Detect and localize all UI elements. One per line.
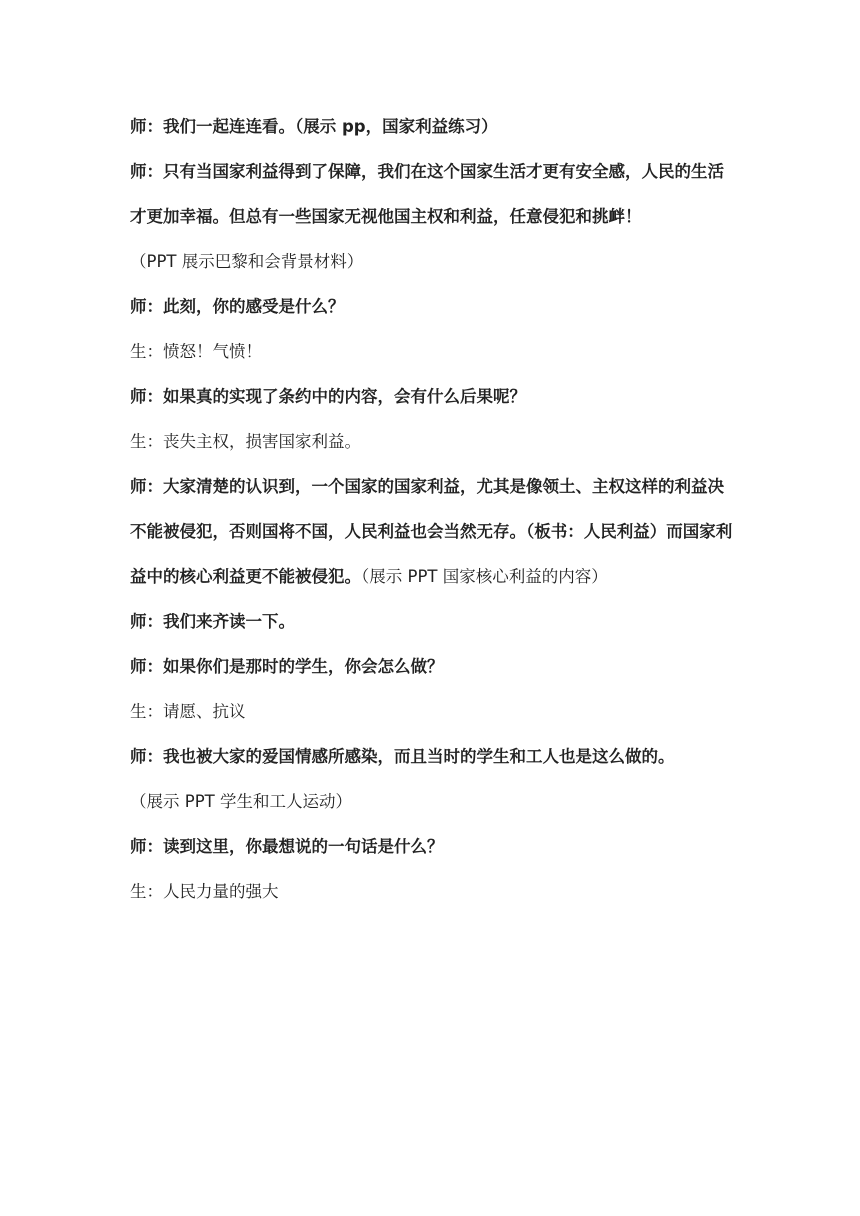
ppt-note: （展示 PPT 学生和工人运动） [130,792,352,811]
document-page [130,104,734,914]
student-line: 生：请愿、抗议 [130,702,246,721]
student-line: 生：人民力量的强大 [130,882,279,901]
teacher-line-text: 师：大家清楚的认识到，一个国家的国家利益，尤其是像领土、主权这样的利益决不能被侵犯，否则国将不国，人民利益也会当然无存。（板书：人民利益）而国家利益中的核心利益更不能被侵犯。 [130,477,733,586]
ppt-note-inline: （展示 PPT 国家核心利益的内容） [361,567,608,586]
teacher-line: 师：只有当国家利益得到了保障，我们在这个国家生活才更有安全感，人民的生活才更加幸福。但总有一些国家无视他国主权和利益，任意侵犯和挑衅！ [130,162,724,226]
teacher-line: 师：如果真的实现了条约中的内容，会有什么后果呢？ [130,387,526,406]
teacher-line: 师：我们一起连连看。（展示 pp，国家利益练习） [130,117,498,136]
teacher-line: 师：读到这里，你最想说的一句话是什么？ [130,837,444,856]
teacher-line: 师：如果你们是那时的学生，你会怎么做？ [130,657,444,676]
teacher-line: 师：我们来齐读一下。 [130,612,295,631]
teacher-line-with-note [130,464,734,599]
student-line: 生：愤怒！气愤！ [130,342,262,361]
student-line: 生：丧失主权，损害国家利益。 [130,432,361,451]
teacher-line: 师：此刻，你的感受是什么？ [130,297,345,316]
ppt-note: （PPT 展示巴黎和会背景材料） [130,252,364,271]
teacher-line: 师：我也被大家的爱国情感所感染，而且当时的学生和工人也是这么做的。 [130,747,675,766]
